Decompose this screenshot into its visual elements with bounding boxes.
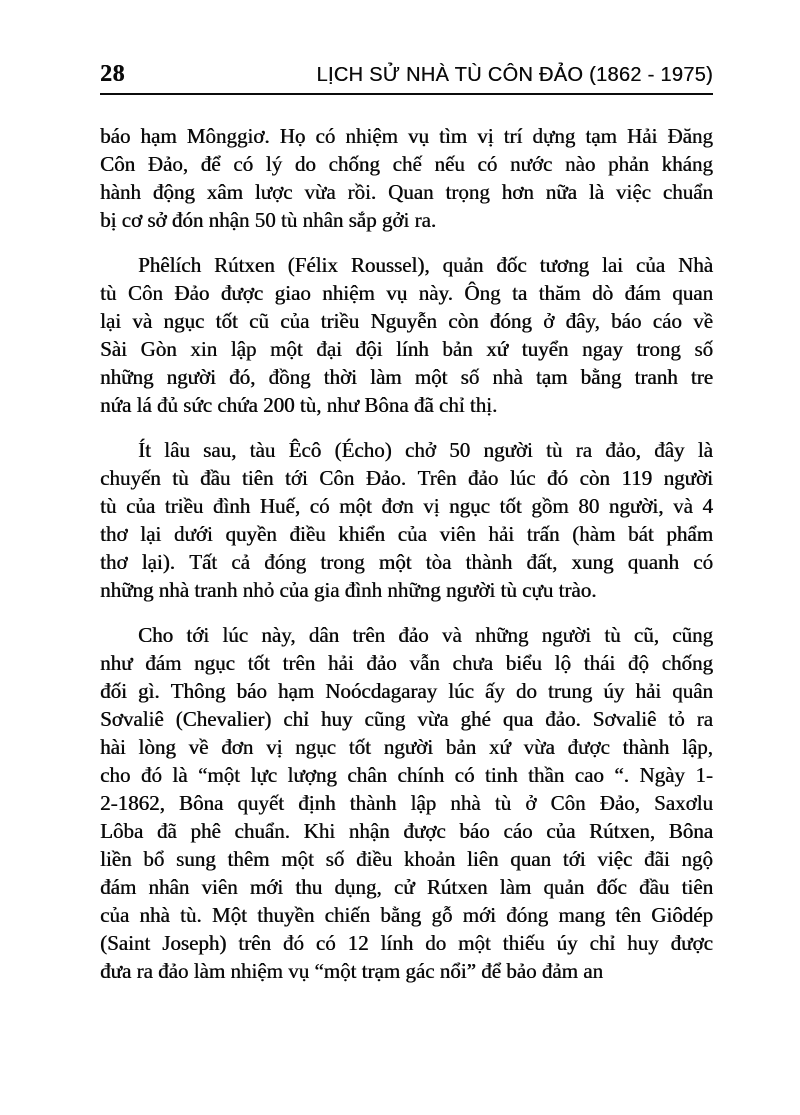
running-header [100, 62, 713, 95]
text-line: đám nhân viên mới thu dụng, cử Rútxen làm quản đốc đầu tiên [100, 875, 713, 899]
text-line: liền bổ sung thêm một số điều khoản liên quan tới việc đãi ngộ [100, 847, 713, 871]
paragraph [100, 621, 713, 985]
text-line: Lôba đã phê chuẩn. Khi nhận được báo cáo của Rútxen, Bôna [100, 819, 713, 843]
page-number: 28 [100, 61, 125, 87]
paragraph [100, 436, 713, 604]
text-line: chuyến tù đầu tiên tới Côn Đảo. Trên đảo lúc đó còn 119 người [100, 466, 713, 490]
text-line: tù Côn Đảo được giao nhiệm vụ này. Ông ta thăm dò đám quan [100, 281, 713, 305]
paragraph [100, 251, 713, 419]
text-line: đối gì. Thông báo hạm Noócdagaray lúc ấy do trung úy hải quân [100, 679, 713, 703]
text-line: đưa ra đảo làm nhiệm vụ “một trạm gác nổi” để bảo đảm an [100, 959, 603, 983]
text-line: Sơvaliê (Chevalier) chỉ huy cũng vừa ghé qua đảo. Sơvaliê tỏ ra [100, 707, 713, 731]
paragraph [100, 122, 713, 234]
text-line: những nhà tranh nhỏ của gia đình những người tù cựu trào. [100, 578, 597, 602]
text-line: thơ lại dưới quyền điều khiển của viên hải trấn (hàm bát phẩm [100, 522, 713, 546]
text-line: hài lòng về đơn vị ngục tốt người bản xứ vừa được thành lập, [100, 735, 713, 759]
text-line: Phêlích Rútxen (Félix Roussel), quản đốc tương lai của Nhà [138, 253, 713, 277]
page-body [100, 122, 713, 985]
text-line: bị cơ sở đón nhận 50 tù nhân sắp gởi ra. [100, 208, 437, 232]
text-line: như đám ngục tốt trên hải đảo vẫn chưa biểu lộ thái độ chống [100, 651, 713, 675]
text-line: Sài Gòn xin lập một đại đội lính bản xứ tuyển ngay trong số [100, 337, 713, 361]
text-line: báo hạm Mônggiơ. Họ có nhiệm vụ tìm vị trí dựng tạm Hải Đăng [100, 124, 713, 148]
text-line: (Saint Joseph) trên đó có 12 lính do một thiếu úy chỉ huy được [100, 931, 713, 955]
text-line: tù của triều đình Huế, có một đơn vị ngục tốt gồm 80 người, và 4 [100, 494, 713, 518]
text-line: cho đó là “một lực lượng chân chính có tinh thần cao “. Ngày 1- [100, 763, 713, 787]
text-line: Côn Đảo, để có lý do chống chế nếu có nước nào phản kháng [100, 152, 713, 176]
running-title: LỊCH SỬ NHÀ TÙ CÔN ĐẢO (1862 - 1975) [316, 64, 713, 86]
text-line: những người đó, đồng thời làm một số nhà tạm bằng tranh tre [100, 365, 713, 389]
text-line: nứa lá đủ sức chứa 200 tù, như Bôna đã chỉ thị. [100, 393, 498, 417]
content-column [100, 62, 713, 985]
text-line: lại và ngục tốt cũ của triều Nguyễn còn đóng ở đây, báo cáo về [100, 309, 713, 333]
text-line: Ít lâu sau, tàu Êcô (Écho) chở 50 người tù ra đảo, đây là [138, 438, 713, 462]
text-line: 2-1862, Bôna quyết định thành lập nhà tù ở Côn Đảo, Saxơlu [100, 791, 713, 815]
text-line: hành động xâm lược vừa rồi. Quan trọng hơn nữa là việc chuẩn [100, 180, 713, 204]
text-line: của nhà tù. Một thuyền chiến bằng gỗ mới đóng mang tên Giôdép [100, 903, 713, 927]
text-line: thơ lại). Tất cả đóng trong một tòa thành đất, xung quanh có [100, 550, 713, 574]
text-line: Cho tới lúc này, dân trên đảo và những người tù cũ, cũng [138, 623, 713, 647]
